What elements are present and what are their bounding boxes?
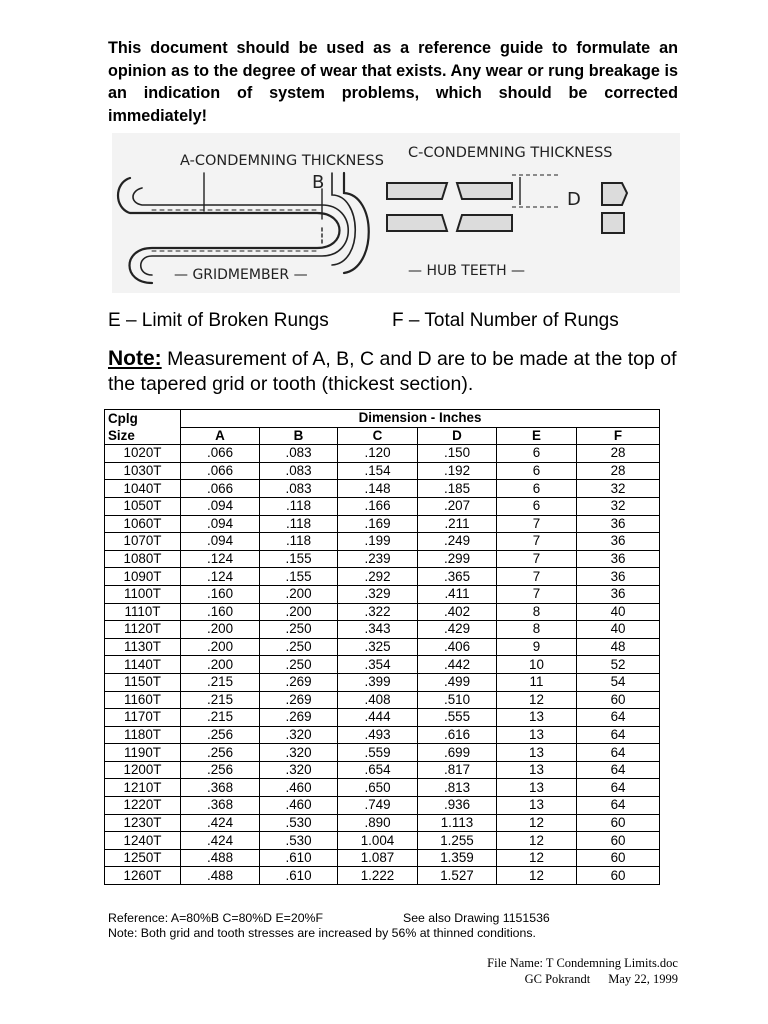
dimension-cell: .124 — [181, 550, 260, 568]
dimension-cell: .329 — [338, 585, 418, 603]
dimension-cell: 9 — [497, 638, 577, 656]
dimension-cell: 7 — [497, 568, 577, 586]
dimension-cell: .530 — [260, 814, 338, 832]
coupling-size-cell: 1160T — [105, 691, 181, 709]
table-row — [105, 726, 660, 744]
dimension-cell: 28 — [577, 462, 660, 480]
dimension-cell: .083 — [260, 462, 338, 480]
coupling-size-cell: 1050T — [105, 497, 181, 515]
dimension-cell: .094 — [181, 515, 260, 533]
dimension-cell: .166 — [338, 497, 418, 515]
table-row — [105, 779, 660, 797]
dimension-cell: 60 — [577, 867, 660, 885]
dimension-cell: 36 — [577, 568, 660, 586]
dimension-cell: 52 — [577, 656, 660, 674]
measurement-note — [108, 346, 708, 397]
dimension-cell: 60 — [577, 849, 660, 867]
dimension-cell: .320 — [260, 726, 338, 744]
dimension-cell: 1.255 — [418, 832, 497, 850]
c-condemning-label: C-CONDEMNING THICKNESS — [408, 145, 613, 161]
dimension-cell: 13 — [497, 744, 577, 762]
dimension-cell: .160 — [181, 603, 260, 621]
dimension-cell: .200 — [260, 603, 338, 621]
dimension-cell: .890 — [338, 814, 418, 832]
coupling-size-cell: 1180T — [105, 726, 181, 744]
d-label: D — [567, 189, 581, 210]
size-column-header: Cplg Size — [105, 410, 181, 445]
dimension-cell: .250 — [260, 621, 338, 639]
dimension-cell: 40 — [577, 603, 660, 621]
table-row — [105, 445, 660, 463]
footnotes — [108, 911, 550, 941]
dimension-cell: .215 — [181, 691, 260, 709]
condemning-thickness-figure — [112, 133, 680, 293]
coupling-size-cell: 1100T — [105, 585, 181, 603]
dimension-cell: .555 — [418, 709, 497, 727]
dimension-cell: 12 — [497, 832, 577, 850]
dimension-cell: .066 — [181, 462, 260, 480]
coupling-size-cell: 1190T — [105, 744, 181, 762]
column-header: D — [418, 427, 497, 445]
dimension-cell: .200 — [181, 638, 260, 656]
dimension-cell: .699 — [418, 744, 497, 762]
coupling-size-cell: 1090T — [105, 568, 181, 586]
dimension-cell: .322 — [338, 603, 418, 621]
dimension-cell: 36 — [577, 515, 660, 533]
stress-footnote: Note: Both grid and tooth stresses are increased by 56% at thinned conditions. — [108, 926, 536, 940]
dimension-cell: .256 — [181, 744, 260, 762]
gridmember-label: — GRIDMEMBER — — [174, 267, 308, 283]
note-label: Note: — [108, 347, 162, 370]
dimension-cell: .429 — [418, 621, 497, 639]
dimension-cell: 40 — [577, 621, 660, 639]
dimension-cell: .120 — [338, 445, 418, 463]
dimension-cell: .817 — [418, 761, 497, 779]
dimension-cell: 36 — [577, 550, 660, 568]
coupling-size-cell: 1030T — [105, 462, 181, 480]
dimension-cell: .239 — [338, 550, 418, 568]
author-date-line — [487, 971, 678, 987]
dimension-cell: 7 — [497, 585, 577, 603]
dimension-cell: .250 — [260, 656, 338, 674]
dimension-cell: .488 — [181, 867, 260, 885]
dimension-cell: 36 — [577, 585, 660, 603]
dimension-cell: .813 — [418, 779, 497, 797]
dimension-cell: .148 — [338, 480, 418, 498]
dimension-cell: .250 — [260, 638, 338, 656]
author: GC Pokrandt — [524, 972, 591, 986]
table-row — [105, 480, 660, 498]
dimension-cell: .118 — [260, 497, 338, 515]
table-body — [105, 445, 660, 885]
date: May 22, 1999 — [608, 972, 678, 986]
dimension-cell: 6 — [497, 462, 577, 480]
dimension-cell: .530 — [260, 832, 338, 850]
dimension-cell: .368 — [181, 779, 260, 797]
table-row — [105, 849, 660, 867]
dimension-cell: .207 — [418, 497, 497, 515]
dimension-cell: 1.004 — [338, 832, 418, 850]
column-header: E — [497, 427, 577, 445]
dimension-cell: .650 — [338, 779, 418, 797]
dimension-cell: 6 — [497, 445, 577, 463]
table-row — [105, 832, 660, 850]
dimension-cell: 32 — [577, 480, 660, 498]
b-label: B — [312, 172, 325, 193]
dimension-cell: 12 — [497, 849, 577, 867]
dimension-cell: 1.113 — [418, 814, 497, 832]
dimension-cell: .411 — [418, 585, 497, 603]
table-row — [105, 744, 660, 762]
dimension-cell: .488 — [181, 849, 260, 867]
dimension-cell: 36 — [577, 533, 660, 551]
dimension-cell: .320 — [260, 761, 338, 779]
coupling-size-cell: 1250T — [105, 849, 181, 867]
dimension-cell: 13 — [497, 726, 577, 744]
reference-footnote: Reference: A=80%B C=80%D E=20%F — [108, 911, 323, 925]
dimension-cell: 13 — [497, 761, 577, 779]
table-row — [105, 462, 660, 480]
a-condemning-label: A-CONDEMNING THICKNESS — [180, 153, 384, 169]
dimension-cell: .155 — [260, 568, 338, 586]
legend-e: E – Limit of Broken Rungs — [108, 310, 329, 331]
coupling-size-cell: 1070T — [105, 533, 181, 551]
dimension-cell: .460 — [260, 797, 338, 815]
dimension-cell: .368 — [181, 797, 260, 815]
table-row — [105, 497, 660, 515]
file-info — [487, 955, 678, 987]
table-row — [105, 814, 660, 832]
dimension-cell: .215 — [181, 709, 260, 727]
column-header: A — [181, 427, 260, 445]
column-header: B — [260, 427, 338, 445]
dimension-cell: 64 — [577, 761, 660, 779]
dimension-cell: .354 — [338, 656, 418, 674]
dimension-cell: .399 — [338, 673, 418, 691]
table-row — [105, 621, 660, 639]
dimension-cell: 13 — [497, 779, 577, 797]
dimension-cell: .269 — [260, 709, 338, 727]
coupling-size-cell: 1120T — [105, 621, 181, 639]
dimension-cell: .211 — [418, 515, 497, 533]
dimension-cell: 12 — [497, 691, 577, 709]
dimension-cell: .559 — [338, 744, 418, 762]
dimension-cell: 48 — [577, 638, 660, 656]
dimension-cell: .320 — [260, 744, 338, 762]
dimension-cell: 1.222 — [338, 867, 418, 885]
dimension-cell: .499 — [418, 673, 497, 691]
dimension-cell: .169 — [338, 515, 418, 533]
dimension-cell: 12 — [497, 814, 577, 832]
dimension-cell: 64 — [577, 797, 660, 815]
dimension-cell: .185 — [418, 480, 497, 498]
dimension-cell: 32 — [577, 497, 660, 515]
column-header: C — [338, 427, 418, 445]
dimension-cell: .066 — [181, 480, 260, 498]
table-row — [105, 533, 660, 551]
table-row — [105, 691, 660, 709]
note-text: Measurement of A, B, C and D are to be made at the top of the tapered grid or tooth (thickest section). — [108, 348, 677, 395]
dimension-cell: .124 — [181, 568, 260, 586]
dimension-cell: 8 — [497, 621, 577, 639]
dimension-cell: 60 — [577, 814, 660, 832]
dimension-cell: .406 — [418, 638, 497, 656]
table-row — [105, 515, 660, 533]
dimension-cell: 64 — [577, 726, 660, 744]
table-row — [105, 603, 660, 621]
dimension-cell: .442 — [418, 656, 497, 674]
coupling-size-cell: 1230T — [105, 814, 181, 832]
dimension-cell: .192 — [418, 462, 497, 480]
dimension-cell: .292 — [338, 568, 418, 586]
dimension-cell: .493 — [338, 726, 418, 744]
dimension-cell: 1.359 — [418, 849, 497, 867]
dimension-cell: 6 — [497, 497, 577, 515]
dimension-cell: 10 — [497, 656, 577, 674]
dimension-cell: 13 — [497, 797, 577, 815]
dimension-cell: .249 — [418, 533, 497, 551]
dimension-cell: .200 — [260, 585, 338, 603]
dimension-cell: .215 — [181, 673, 260, 691]
dimension-cell: .155 — [260, 550, 338, 568]
see-also-footnote: See also Drawing 1151536 — [403, 911, 550, 925]
table-row — [105, 585, 660, 603]
table-row — [105, 867, 660, 885]
dimension-group-header: Dimension - Inches — [181, 410, 660, 428]
table-row — [105, 709, 660, 727]
dimension-cell: .610 — [260, 849, 338, 867]
coupling-size-cell: 1220T — [105, 797, 181, 815]
dimension-cell: 64 — [577, 709, 660, 727]
dimension-cell: .402 — [418, 603, 497, 621]
dimension-cell: .154 — [338, 462, 418, 480]
dimension-cell: 64 — [577, 779, 660, 797]
dimension-cell: .269 — [260, 691, 338, 709]
dimension-cell: .616 — [418, 726, 497, 744]
dimension-cell: .936 — [418, 797, 497, 815]
dimension-cell: .343 — [338, 621, 418, 639]
dimension-cell: .299 — [418, 550, 497, 568]
dimension-cell: .408 — [338, 691, 418, 709]
table-row — [105, 638, 660, 656]
column-header: F — [577, 427, 660, 445]
coupling-size-cell: 1110T — [105, 603, 181, 621]
dimension-cell: .256 — [181, 761, 260, 779]
coupling-size-cell: 1020T — [105, 445, 181, 463]
dimension-cell: .365 — [418, 568, 497, 586]
dimension-cell: .256 — [181, 726, 260, 744]
dimension-cell: 28 — [577, 445, 660, 463]
dimension-cell: .510 — [418, 691, 497, 709]
coupling-size-cell: 1150T — [105, 673, 181, 691]
coupling-size-cell: 1210T — [105, 779, 181, 797]
file-name: File Name: T Condemning Limits.doc — [487, 956, 678, 970]
dimension-cell: 7 — [497, 550, 577, 568]
table-row — [105, 797, 660, 815]
dimension-cell: .200 — [181, 621, 260, 639]
coupling-size-cell: 1260T — [105, 867, 181, 885]
coupling-size-cell: 1170T — [105, 709, 181, 727]
dimension-cell: .150 — [418, 445, 497, 463]
legend-f: F – Total Number of Rungs — [392, 310, 619, 331]
table-row — [105, 673, 660, 691]
table-row — [105, 761, 660, 779]
dimension-cell: 13 — [497, 709, 577, 727]
coupling-size-cell: 1130T — [105, 638, 181, 656]
dimension-cell: .424 — [181, 832, 260, 850]
coupling-size-cell: 1080T — [105, 550, 181, 568]
table-row — [105, 550, 660, 568]
dimension-cell: .118 — [260, 515, 338, 533]
dimension-cell: 8 — [497, 603, 577, 621]
dimension-cell: .094 — [181, 497, 260, 515]
dimension-cell: .610 — [260, 867, 338, 885]
dimension-cell: 7 — [497, 533, 577, 551]
dimension-cell: 60 — [577, 832, 660, 850]
dimension-cell: .325 — [338, 638, 418, 656]
column-header-row — [105, 427, 660, 445]
dimension-cell: 1.527 — [418, 867, 497, 885]
table-row — [105, 568, 660, 586]
dimension-cell: .083 — [260, 480, 338, 498]
dimension-cell: 64 — [577, 744, 660, 762]
coupling-size-cell: 1240T — [105, 832, 181, 850]
dimension-cell: .160 — [181, 585, 260, 603]
dimension-cell: 11 — [497, 673, 577, 691]
hub-teeth-label: — HUB TEETH — — [408, 263, 526, 279]
dimension-cell: 12 — [497, 867, 577, 885]
dimension-cell: .654 — [338, 761, 418, 779]
dimension-cell: .200 — [181, 656, 260, 674]
dimension-cell: .094 — [181, 533, 260, 551]
coupling-size-cell: 1140T — [105, 656, 181, 674]
intro-paragraph: This document should be used as a reference guide to formulate an opinion as to the degree of wear that exists. Any wear or rung breakage is an indication of system problems, which should be corrected immediately! — [108, 39, 678, 125]
coupling-size-cell: 1040T — [105, 480, 181, 498]
dimension-cell: 6 — [497, 480, 577, 498]
coupling-size-cell: 1200T — [105, 761, 181, 779]
dimension-cell: .066 — [181, 445, 260, 463]
dimension-cell: .444 — [338, 709, 418, 727]
dimension-cell: .118 — [260, 533, 338, 551]
table-row — [105, 656, 660, 674]
dimension-cell: 7 — [497, 515, 577, 533]
dimension-cell: .460 — [260, 779, 338, 797]
dimension-cell: .199 — [338, 533, 418, 551]
dimension-cell: 54 — [577, 673, 660, 691]
dimension-cell: .424 — [181, 814, 260, 832]
dimension-cell: .749 — [338, 797, 418, 815]
table-header-row — [105, 410, 660, 428]
condemning-limits-table — [104, 409, 660, 885]
dimension-cell: .083 — [260, 445, 338, 463]
dimension-cell: 60 — [577, 691, 660, 709]
dimension-cell: .269 — [260, 673, 338, 691]
coupling-size-cell: 1060T — [105, 515, 181, 533]
dimension-cell: 1.087 — [338, 849, 418, 867]
